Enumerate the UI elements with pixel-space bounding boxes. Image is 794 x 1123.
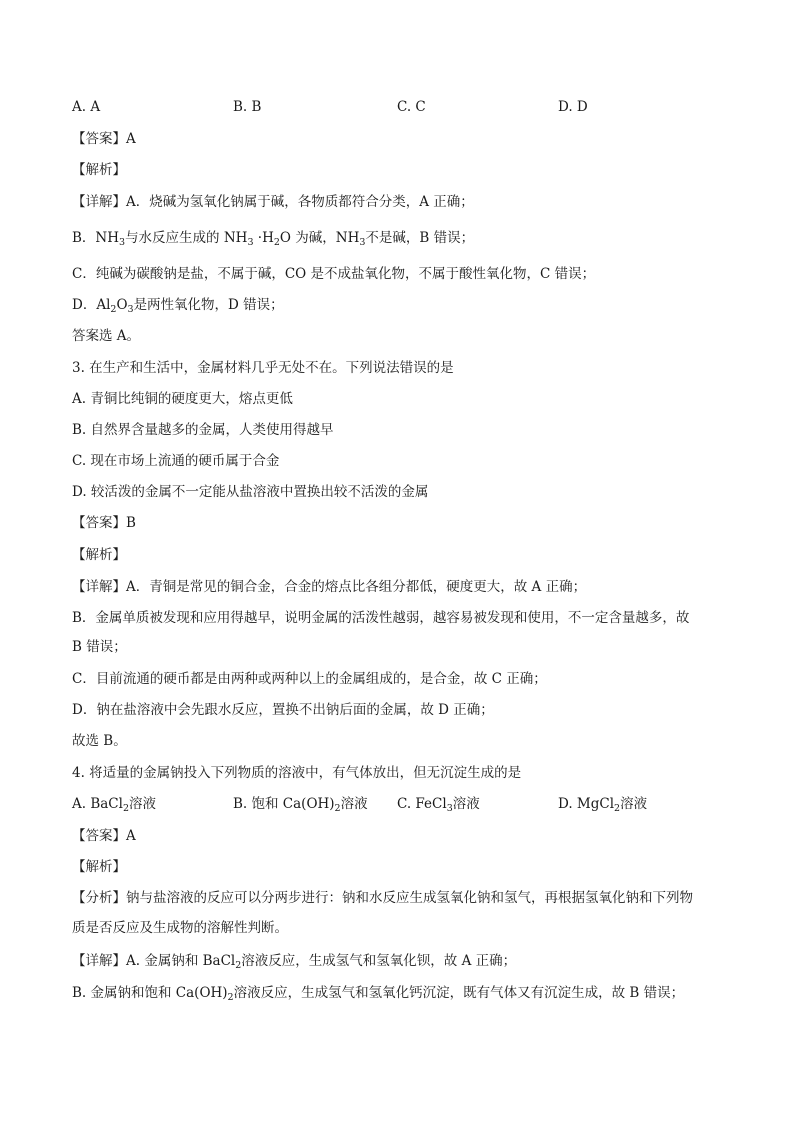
q3-conclusion: 故选 B。 — [72, 733, 127, 749]
q3-answer: 【答案】B — [72, 515, 136, 531]
q4-analysis-line2: 质是否反应及生成物的溶解性判断。 — [72, 920, 288, 936]
q2-detail-b: B．$NH_3$与水反应生成的 $NH_3 \cdot H_2O$ 为碱，$NH_3$不是碱，B 错误； — [72, 230, 475, 248]
q2-option-d: D. D — [558, 99, 588, 115]
q4-answer: 【答案】A — [72, 828, 136, 844]
q2-detail-c: C．纯碱为碳酸钠是盐，不属于碱，CO 是不成盐氧化物，不属于酸性氧化物，C 错误； — [72, 266, 596, 282]
q4-analysis-line1: 【分析】钠与盐溶液的反应可以分两步进行：钠和水反应生成氢氧化钠和氢气，再根据氢氧化钠和下列物 — [72, 890, 693, 906]
q2-detail-d: D．$Al_2O_3$是两性氧化物，D 错误； — [72, 297, 284, 315]
q3-detail-b-line1: B．金属单质被发现和应用得越早，说明金属的活泼性越弱，越容易被发现和使用，不一定含量越多，故 — [72, 610, 690, 626]
q2-conclusion: 答案选 A。 — [72, 328, 141, 344]
q2-answer: 【答案】A — [72, 131, 136, 147]
q2-option-a: A. A — [72, 99, 101, 115]
q2-detail-a: 【详解】A．烧碱为氢氧化钠属于碱，各物质都符合分类，A 正确； — [72, 194, 474, 210]
q3-analysis-label: 【解析】 — [72, 547, 126, 563]
q3-option-c: C. 现在市场上流通的硬币属于合金 — [72, 453, 280, 469]
q2-option-b: B. B — [233, 99, 262, 115]
q4-option-b: B. 饱和 $Ca(OH)_2$溶液 — [233, 796, 368, 814]
q3-detail-c: C．目前流通的硬币都是由两种或两种以上的金属组成的，是合金，故 C 正确； — [72, 671, 547, 687]
q3-detail-b-line2: B 错误； — [72, 639, 127, 655]
q3-detail-a: 【详解】A．青铜是常见的铜合金，合金的熔点比各组分都低，硬度更大，故 A 正确； — [72, 579, 587, 595]
q3-detail-d: D．钠在盐溶液中会先跟水反应，置换不出钠后面的金属，故 D 正确； — [72, 702, 494, 718]
q4-detail-b: B. 金属钠和饱和 $Ca(OH)_2$溶液反应，生成氢气和氢氧化钙沉淀，既有气体又有沉淀生成，故 B 错误； — [72, 985, 685, 1003]
q4-option-c: C. FeCl$_3$溶液 — [397, 796, 480, 814]
q3-option-a: A. 青铜比纯铜的硬度更大，熔点更低 — [72, 391, 293, 407]
q2-analysis-label: 【解析】 — [72, 162, 126, 178]
q4-option-a: A. BaCl$_2$溶液 — [72, 796, 156, 814]
q3-option-d: D. 较活泼的金属不一定能从盐溶液中置换出较不活泼的金属 — [72, 484, 429, 500]
q4-option-d: D. MgCl$_2$溶液 — [558, 796, 648, 814]
q3-stem: 3. 在生产和生活中，金属材料几乎无处不在。下列说法错误的是 — [72, 360, 454, 376]
q4-analysis-label: 【解析】 — [72, 859, 126, 875]
q3-option-b: B. 自然界含量越多的金属，人类使用得越早 — [72, 422, 334, 438]
q2-option-c: C. C — [397, 99, 426, 115]
q4-stem: 4. 将适量的金属钠投入下列物质的溶液中，有气体放出，但无沉淀生成的是 — [72, 765, 522, 781]
q4-detail-a: 【详解】A. 金属钠和 BaCl$_2$溶液反应，生成氢气和氢氧化钡，故 A 正确； — [72, 953, 517, 971]
